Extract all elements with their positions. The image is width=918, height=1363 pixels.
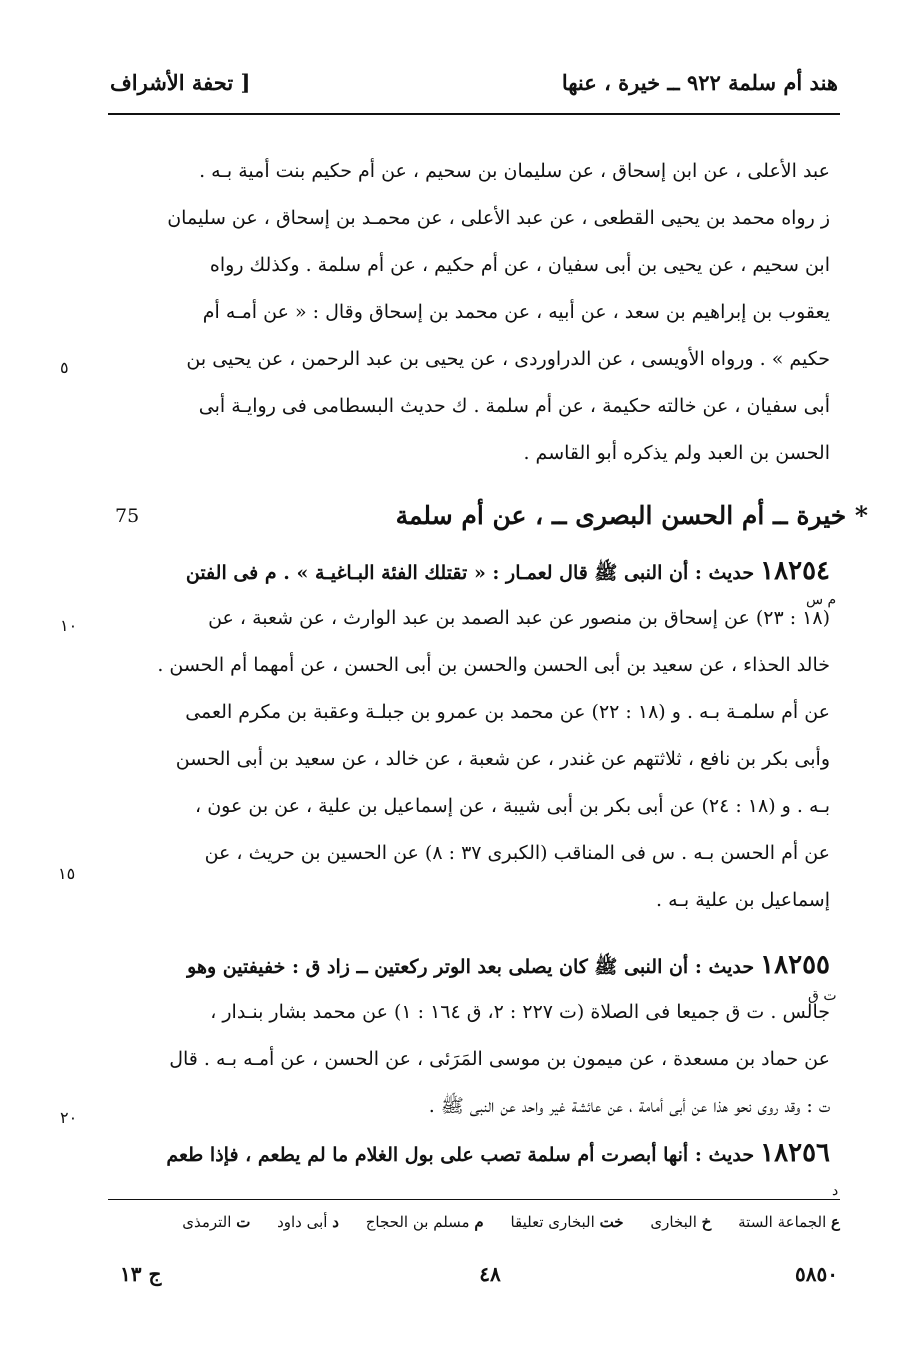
text-line: الحسن بن العبد ولم يذكره أبو القاسم . bbox=[523, 442, 830, 464]
hadith-first-line bbox=[115, 942, 830, 989]
margin-line-number: ٥ bbox=[60, 358, 69, 377]
text-line: ت : وقد روى نحو هذا عن أبى أمامة ، عن عائشة غير واحد عن النبى ﷺ . bbox=[428, 1095, 830, 1117]
section-heading bbox=[115, 494, 868, 538]
abbreviation-text: أبى داود bbox=[277, 1213, 328, 1231]
text-line: أبى سفيان ، عن خالته حكيمة ، عن أم سلمة . ك حديث البسطامى فى روايـة أبى bbox=[198, 395, 830, 417]
abbreviation-item bbox=[366, 1213, 484, 1231]
header-book-title: [ تحفة الأشراف bbox=[110, 70, 251, 95]
text-line: وأبى بكر بن نافع ، ثلاثتهم عن غندر ، عن شعبة ، عن خالد ، عن سعيد بن أبى الحسن bbox=[175, 748, 830, 770]
abbreviation-item bbox=[510, 1213, 623, 1231]
abbreviation-symbol: خ bbox=[701, 1213, 712, 1231]
text-line: جالس . ت ق جميعا فى الصلاة (ت ٢٢٧ : ٢، ق ١٦٤ : ١) عن محمد بشار بنـدار ، bbox=[210, 1001, 830, 1023]
abbreviation-symbol: خت bbox=[599, 1213, 624, 1231]
margin-note: د bbox=[832, 1183, 839, 1199]
text-line: عن حماد بن مسعدة ، عن ميمون بن موسى المَرَئى ، عن الحسن ، عن أمـه بـه . قال bbox=[169, 1048, 830, 1070]
text-line: خالد الحذاء ، عن سعيد بن أبى الحسن والحسن بن أبى الحسن ، عن أمهما أم الحسن . bbox=[157, 654, 830, 676]
hadith-first-line bbox=[115, 1130, 830, 1177]
text-line: عن أم سلمـة بـه . و (١٨ : ٢٢) عن محمد بن عمرو بن جبلـة وعقبة بن مكرم العمى bbox=[185, 701, 830, 723]
margin-line-number: ٢٠ bbox=[60, 1108, 78, 1127]
hadith-first-line bbox=[115, 548, 830, 595]
abbreviation-key bbox=[118, 1205, 840, 1239]
abbreviation-symbol: ع bbox=[831, 1213, 840, 1231]
abbreviation-item bbox=[650, 1213, 711, 1231]
abbreviation-text: الترمذى bbox=[182, 1213, 232, 1231]
abbreviation-text: الجماعة الستة bbox=[738, 1213, 827, 1231]
abbreviation-text: مسلم بن الحجاج bbox=[365, 1213, 470, 1231]
page-number: ٤٨ bbox=[479, 1262, 501, 1286]
header-chapter-title: هند أم سلمة ٩٢٢ ــ خيرة ، عنها bbox=[561, 70, 838, 95]
section-title: * خيرة ــ أم الحسن البصرى ــ ، عن أم سلمة bbox=[395, 501, 868, 530]
text-line: إسماعيل بن علية بـه . bbox=[656, 889, 830, 911]
margin-note: م س bbox=[806, 592, 837, 608]
abbreviation-symbol: ت bbox=[236, 1213, 251, 1231]
text-line: (١٨ : ٢٣) عن إسحاق بن منصور عن عبد الصمد بن عبد الوارث ، عن شعبة ، عن bbox=[208, 607, 830, 629]
hadith-text: حديث : أن النبى ﷺ كان يصلى بعد الوتر ركعتين ــ زاد ق : خفيفتين وهو bbox=[187, 956, 755, 978]
page-footer bbox=[120, 1262, 838, 1296]
margin-line-number: ١٥ bbox=[58, 864, 76, 883]
hadith-number: ١٨٢٥٤ bbox=[760, 556, 830, 586]
section-number: 75 bbox=[115, 505, 140, 527]
margin-note: ت ق bbox=[808, 988, 837, 1004]
abbreviation-item bbox=[738, 1213, 840, 1231]
hadith-text: حديث : أنها أبصرت أم سلمة تصب على بول الغلام ما لم يطعم ، فإذا طعم bbox=[166, 1144, 755, 1166]
abbreviation-symbol: د bbox=[332, 1213, 339, 1231]
abbreviation-text: البخارى تعليقا bbox=[510, 1213, 595, 1231]
hadith-block-18255 bbox=[115, 942, 830, 1177]
text-line: بـه . و (١٨ : ٢٤) عن أبى بكر بن أبى شيبة ، عن إسماعيل بن علية ، عن بن عون ، bbox=[195, 795, 830, 817]
text-line: عبد الأعلى ، عن ابن إسحاق ، عن سليمان بن سحيم ، عن أم حكيم بنت أمية بـه . bbox=[199, 160, 830, 182]
footnote-rule bbox=[108, 1199, 840, 1200]
volume-number: ج ١٣ bbox=[120, 1262, 162, 1286]
margin-line-number: ١٠ bbox=[60, 616, 78, 635]
running-header bbox=[110, 70, 838, 110]
text-line: ز رواه محمد بن يحيى القطعى ، عن عبد الأعلى ، عن محمـد بن إسحاق ، عن سليمان bbox=[167, 207, 830, 229]
header-rule bbox=[108, 113, 840, 115]
sequence-number: ٥٨٥٠ bbox=[795, 1262, 838, 1286]
text-line: عن أم الحسن بـه . س فى المناقب (الكبرى ٣٧ : ٨) عن الحسين بن حريث ، عن bbox=[204, 842, 830, 864]
hadith-text: حديث : أن النبى ﷺ قال لعمـار : « تقتلك الفئة البـاغيـة » . م فى الفتن bbox=[185, 562, 755, 584]
abbreviation-item bbox=[277, 1213, 339, 1231]
hadith-block-18254 bbox=[115, 548, 830, 924]
text-line: يعقوب بن إبراهيم بن سعد ، عن أبيه ، عن محمد بن إسحاق وقال : « عن أمـه أم bbox=[202, 301, 830, 323]
text-line: ابن سحيم ، عن يحيى بن أبى سفيان ، عن أم حكيم ، عن أم سلمة . وكذلك رواه bbox=[209, 254, 830, 276]
hadith-number: ١٨٢٥٦ bbox=[760, 1138, 830, 1168]
abbreviation-text: البخارى bbox=[650, 1213, 697, 1231]
hadith-number: ١٨٢٥٥ bbox=[760, 950, 830, 980]
abbreviation-symbol: م bbox=[474, 1213, 484, 1231]
main-text bbox=[115, 148, 830, 477]
abbreviation-item bbox=[182, 1213, 250, 1231]
text-line: حكيم » . ورواه الأويسى ، عن الدراوردى ، عن يحيى بن عبد الرحمن ، عن يحيى بن bbox=[186, 348, 830, 370]
